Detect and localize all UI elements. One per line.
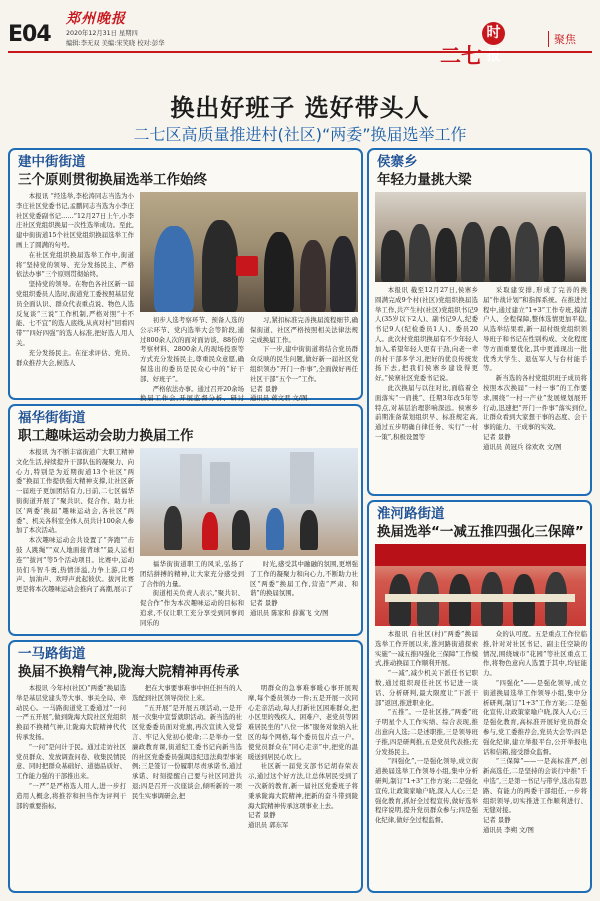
paragraph: 明群众的急事难事暖心事开展观摩,每个委员领办一件;五是开展一次同心走亲活动,每人打新社区困难群众,把小区里的残疾人、困难户、老党员等困难居民坐的“八位一体”服务对象纳入社区的每个网格,每个委员包片点一户。使党员群众在“同心走亲”中,把党的温暖送到居民心坎上。 bbox=[248, 684, 358, 761]
article-jianzhong bbox=[8, 148, 363, 403]
photo-ballot-box bbox=[140, 192, 358, 312]
article-column bbox=[16, 684, 126, 891]
article-kicker: 建中街街道 bbox=[18, 154, 86, 170]
header-rule bbox=[8, 51, 592, 53]
paragraph: 初步人选考察环节、预备人选的公示环节、党内选举大会等阶段,通过800余人次的面对面访谈、88份的考察材料、2800余人的现场投票等方式充分发扬民主,尊重民众意愿,确保选出的委员是民众心中的“好干部、好班子”。 bbox=[140, 316, 244, 383]
photo-meeting bbox=[375, 192, 586, 282]
byline-reporter: 记者 景静 bbox=[250, 384, 278, 393]
article-column bbox=[132, 684, 242, 891]
article-title: 换届不换精气神,陇海大院精神再传承 bbox=[18, 664, 240, 680]
article-fuhua bbox=[8, 404, 363, 636]
main-subheadline: 二七区高质量推进村(社区)“两委”换届选举工作 bbox=[133, 125, 467, 144]
article-column bbox=[140, 316, 245, 403]
article-yimalu bbox=[8, 640, 363, 893]
paragraph: 严格依法办事。通过召开20余场换届工作会,开展监督分析、研讨 bbox=[140, 384, 245, 403]
article-kicker: 侯寨乡 bbox=[377, 154, 418, 170]
article-houzhai bbox=[367, 148, 592, 496]
paragraph: “四强化”,一是强化领导,成立街道换届选举工作领导小组,集中分析研判,制订“1+3”工作方案;二是强化宣传,让政策家喻户晓,深入人心;三是强化教育,抓好全过程宣传,做好选举程序说明,提升党员群众参与;四是强化纪律,做好全过程监督。 bbox=[375, 757, 478, 825]
paragraph: 本报讯 为不断丰富街道广大职工精神文化生活,持续提升干部队伍的凝聚力、向心力,特别是为近期街道13个社区“两委”换届工作提供强大精神支撑,让社区新一届班子更加团结有力,日前,二七区福华街街道开展了“聚共识、促合作、助力社区‘两委’换届”趣味运动会,各社区“两委”、机关各科室全体人员共计100余人参加了本次活动。 bbox=[16, 448, 134, 535]
paragraph: 把在大事要事难事中担任担当的人选配到社区领导岗位上来。 bbox=[132, 684, 242, 702]
paragraph: 时光,感受其中融融的氛围,更增强了工作的凝聚力和向心力,不断助力社区“两委”换届工作,营造“严肃、和谐”的换届氛围。 bbox=[250, 560, 358, 598]
section-badge: 时报 bbox=[482, 22, 505, 45]
article-column bbox=[16, 448, 134, 634]
paragraph: 众的认可度。五是重点工作位临推,针对对社区书记、副主任空缺的情况,围绕城市“花园”等社区重点工作,将物色意向人选置于其中,均征能力。 bbox=[483, 630, 587, 678]
section-subtitle: 聚焦 bbox=[548, 31, 576, 47]
byline-reporter: 记者 景静 bbox=[483, 432, 511, 441]
article-title: 三个原则贯彻换届选举工作始终 bbox=[18, 172, 207, 188]
article-column bbox=[375, 630, 478, 891]
byline-reporter: 记者 景静 bbox=[250, 599, 278, 608]
photo-tug-of-war bbox=[140, 448, 358, 556]
article-kicker: 一马路街道 bbox=[18, 646, 86, 662]
byline-correspondent: 通讯员 蒋文君 文/图 bbox=[250, 394, 308, 403]
byline-correspondent: 通讯员 黄冠兵 徐欢欢 文/图 bbox=[483, 442, 562, 451]
paragraph: “五开展”是开展五项活动,一是开展一次集中宣誓就职活动。新当选的社区党委委员面对党旗,再次宣读入党誓言、牢记入党初心使命;二是举办一堂廉政教育课,街道纪工委书记向新当选的社区党委委员强调违纪违法典型事案例;三是签订一份履职尽责承诺书,通过承诺、时刻提醒自己要与社区同进共退;四是召开一次座谈会,倾听新的一项民生实事调研会,把 bbox=[132, 703, 242, 800]
byline-correspondent: 通讯员 陈家和 薛翼飞 文/图 bbox=[250, 608, 329, 617]
photo-award-ceremony bbox=[375, 544, 586, 626]
byline-correspondent: 通讯员 李朔 文/图 bbox=[483, 825, 534, 834]
paragraph: 社区新一届党支部书记胡春荣表示,通过这个好方法,让总体居民受到了一次新的教育,新一届社区党委班子将秉承陇海大院精神,把新的奋斗带到陇海大院精神传承这项事业上去。 bbox=[248, 762, 358, 810]
editor-credits: 编辑:李无双 美编:宋笑晓 校对:彭华 bbox=[66, 40, 165, 47]
paragraph: 下一步,建中街街道将结合党员群众反映的民生问题,做好新一届社区党组织领办“开门一件事”,全面做好再任社区干部“五个一”工作。 bbox=[250, 345, 358, 383]
article-kicker: 淮河路街道 bbox=[377, 506, 445, 522]
byline-reporter: 记者 景静 bbox=[248, 811, 276, 820]
section-name: 二七 bbox=[440, 44, 482, 68]
paragraph: “五推”。一是社区推,“两委”班子明星个人工作实绩、综合表现,推出意向人选;二是述职推,三是领导班子推,四是研判推,五是党员代表推;充分发扬民主。 bbox=[375, 708, 478, 756]
paragraph: “一减”,减少机关下派任书记职数,通过组织现任社区书记进一谈话、分析研判,最大限度让“下派干部”返回,推进职业化。 bbox=[375, 669, 478, 707]
article-column bbox=[483, 630, 587, 891]
paragraph: “一严”是严格选人用人,进一步打造用人概念,将推荐和担当作为评判干部的重要指标, bbox=[16, 781, 126, 810]
article-title: 年轻力量挑大梁 bbox=[377, 172, 472, 188]
paragraph: 习,紧扣标准完善换届流程细节,确保街道、社区严格按照相关法律法规完成换届工作。 bbox=[250, 316, 358, 344]
paragraph: 采取建安排,形成了完善的换届“作战计划”和指挥系统。在推进过程中,通过建立“1+3”工作专班,摸清户人、全程保障,整体选情更加平稳,从选举结果看,新一届村级党组织领导班子和书记在性别构成、文化程度等方面重要优化,其中更涌现出一批优秀大学生、退伍军人与台村能手等。 bbox=[483, 286, 587, 373]
paragraph: 街道相关负责人表示,“聚共识、促合作”作为本次趣味运动的目标和追求,不仅让职工充分享受到同事间同乐的 bbox=[140, 589, 244, 627]
article-title: 换届选举“一减五推四强化三保障” bbox=[377, 524, 584, 540]
article-column bbox=[483, 286, 587, 494]
paragraph: 在社区党组织换届选举工作中,街道将“坚持党的领导、充分发扬民主、严格依法办事”三个原则贯彻始终。 bbox=[16, 250, 134, 279]
paragraph: “一问”是问计于民。通过走访社区党员群众、发放调查问卷、收集民情民意、同时把群众基础好、道德品质好、工作能力强的干部推出来。 bbox=[16, 742, 126, 781]
article-column bbox=[250, 560, 358, 634]
page-header bbox=[0, 0, 600, 68]
article-kicker: 福华街街道 bbox=[18, 410, 86, 426]
article-column bbox=[250, 316, 358, 403]
paragraph: 充分发扬民主。在征求评估、党员、群众推荐大会,候选人 bbox=[16, 348, 134, 367]
byline-reporter: 记者 景静 bbox=[483, 816, 511, 825]
paragraph: 本次趣味运动会共设置了“奔跑”“击鼓 人跳绳”“双人地面接背球”“最人运相连”“拔河”等5个活动项目。比赛中,运动员们斗智斗勇,热情洋溢,力争上游,口号声、加油声、欢呼声此起彼伏。拔河比赛更是将本次趣味运动会推向了高潮,展示了 bbox=[16, 536, 134, 594]
issue-date: 2020年12月31日 星期四 bbox=[66, 30, 138, 37]
paragraph: “三保障”——一是高标准严,创新高选任,二是坚持的会谈行中推“千申选”,三是第一书记与带学,选出有思路、有能力的两委干部组任,一步将组织领导,切实推进工作顺利进行、无缝对接。 bbox=[483, 757, 587, 815]
section-brand bbox=[440, 22, 505, 70]
byline-correspondent: 通讯员 郭东军 bbox=[248, 821, 289, 830]
paragraph: 新当选的各村党组织班子成员将按照本次换届“一村一事”的工作要求,围绕“一村一产业”发展规划展开行动,迅速把“开门一件事”落实到位,让群众看到大家想干事的态度、会干事的能力、干成事的实效。 bbox=[483, 374, 587, 432]
paragraph: 坚持党的领导。在物色各社区新一届党组织委员人选时,街道党工委按照基层党员全面认识、群众代表重点说、物色人选反复谈“三说”工作机制,严格对照“十不能、七不宜”的选人底线,从真对村“回看四带”“四好四强”的选人标准,把好选人用人关。 bbox=[16, 280, 134, 347]
paragraph: “四强化”——是强化领导,成立街道换届选举工作领导小组,集中分析研判,制订“1+3”工作方案;二是强化宣传,让政策家喻户晓,深入人心;三是强化教育,高标准开展好党员群众参与,党工委推荐会,党员大会等;四是强化纪律,建立举报平台,公开举报电话和信箱,接受群众监督。 bbox=[483, 678, 587, 756]
paragraph: 本报讯 今年村(社区)“两委”换届选举是基层党建头等大事、事关全局、牵动民心。一马路街道党工委通过“一问一严五开展”,做到陇海大院社区党组织换届不换精气神,让陇海大院精神代代传承发扬。 bbox=[16, 684, 126, 741]
article-column bbox=[248, 684, 358, 891]
paragraph: 本报讯 自社区(村)“两委”换届选举工作开展以来,淮河路街道探索实施“一减五推四强化三保障”工作模式,推动换届工作顺利开展。 bbox=[375, 630, 478, 668]
main-headline: 换出好班子 选好带头人 bbox=[170, 94, 430, 122]
paragraph: 本报讯 截至12月27日,侯寨乡圆满完成9个村(社区)党组织换届选举工作,共产生村(社区)党组织书记9人(35岁以下2人)、副书记9人,纪委书记9人(纪检委员1人)、委员20人。此次村党组织换届有不少年轻人加入,希望年轻人更有干劲,向老一辈的村干部多学习,把好的优良传统发扬下去,把我们侯寨乡建设得更好。”侯寨社区党委书记说。 bbox=[375, 286, 478, 383]
masthead-logo: 郑州晚报 bbox=[66, 11, 126, 27]
article-column bbox=[140, 560, 244, 634]
article-huaihe bbox=[367, 500, 592, 893]
article-column bbox=[16, 192, 134, 398]
article-title: 职工趣味运动会助力换届工作 bbox=[18, 428, 194, 444]
page-number: E04 bbox=[8, 22, 51, 47]
paragraph: 本报讯 “经选举,李松涛同志当选为小李庄社区党委书记,孟鹏同志当选为小李庄社区党委副书记……”12月27日上午,小李庄社区党组织换届一次性选举成功。至此,建中街街道15个社区党组织换届选举工作画上了圆满的句号。 bbox=[16, 192, 134, 249]
article-column bbox=[375, 286, 478, 494]
paragraph: 此次换届与以往对比,面临着全面落实“一肩挑”、任期3年改5年等特点,对基层治理影响深远。侯寨乡前期准备谋划组织早、标准规定高,通过五步明确自律任务、实行“一村一策”,积极设置等 bbox=[375, 383, 478, 441]
paragraph: 福华街街道职工的风采,弘扬了团结拼搏的精神,让大家充分感受到了合作的力量。 bbox=[140, 560, 244, 588]
